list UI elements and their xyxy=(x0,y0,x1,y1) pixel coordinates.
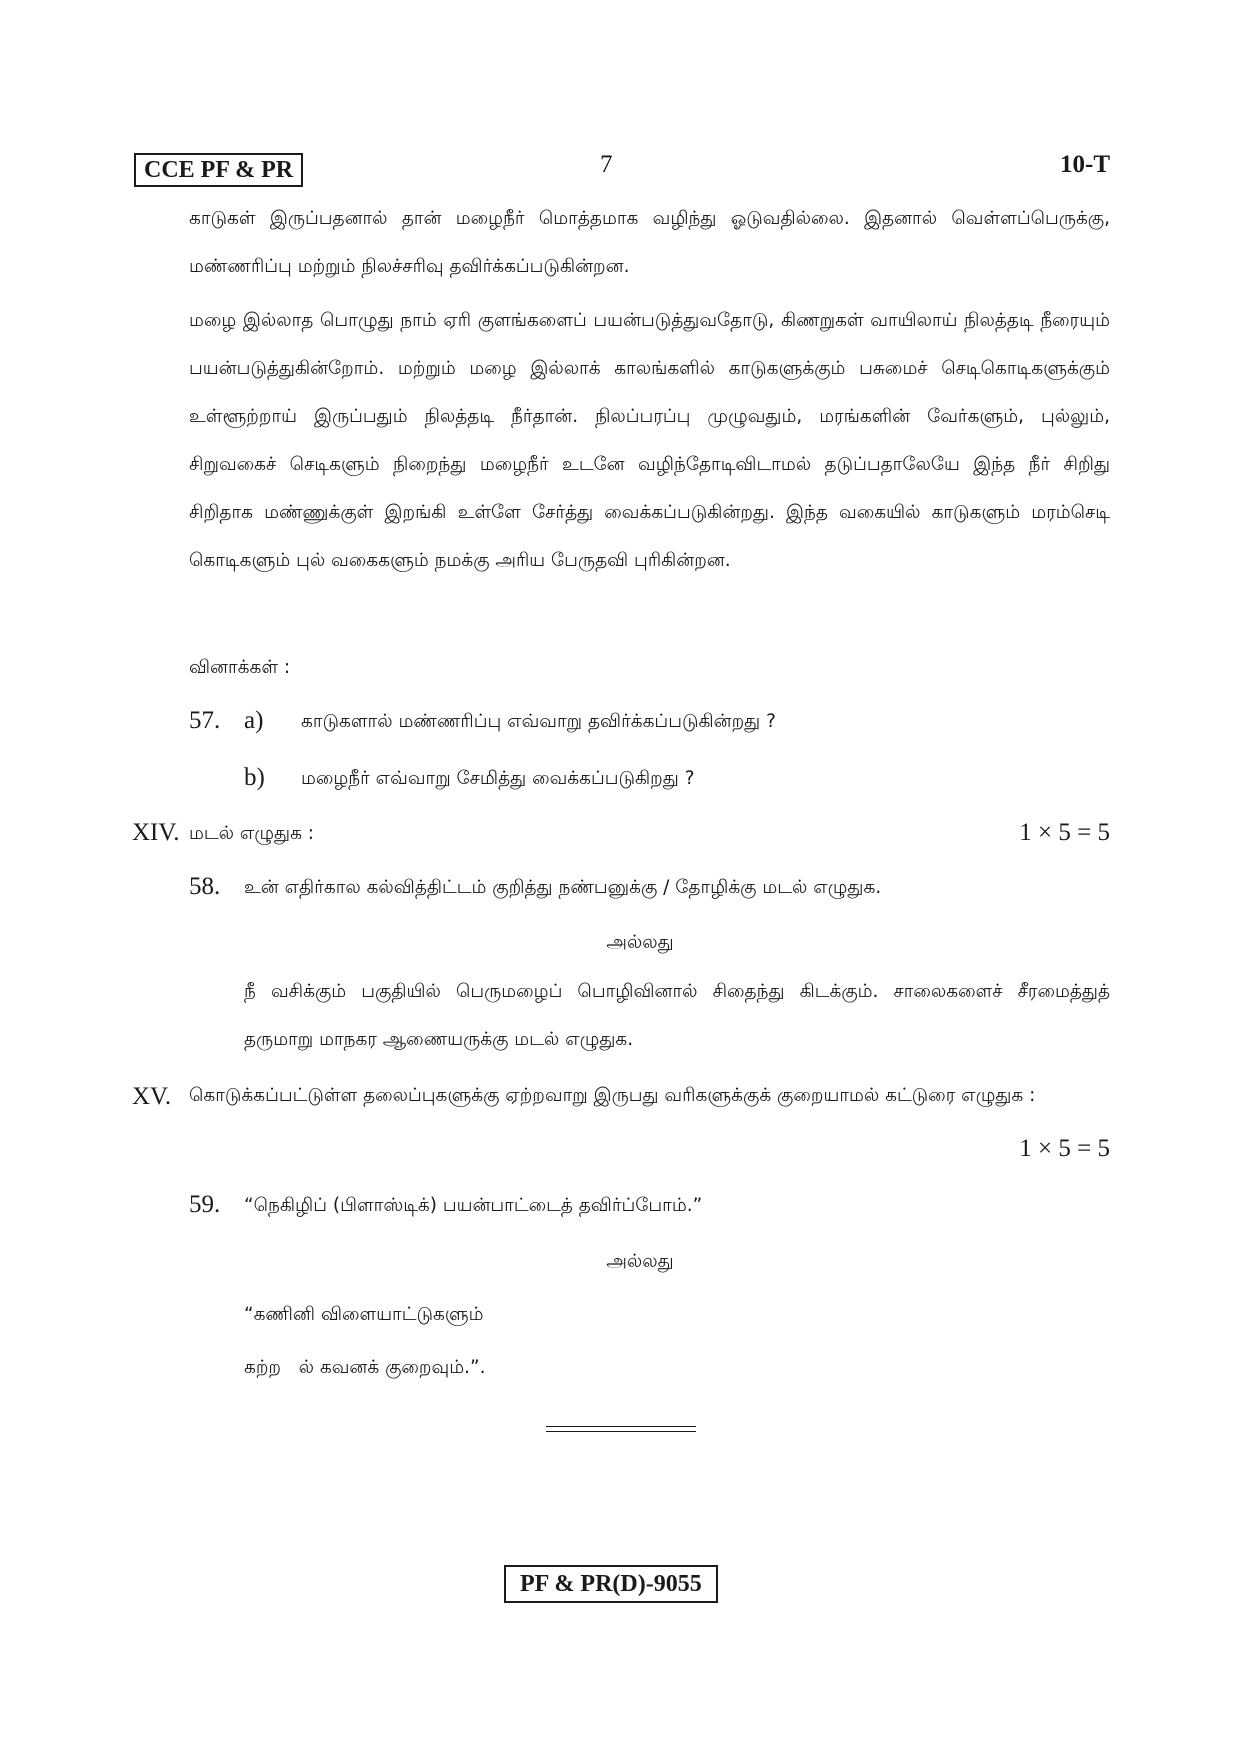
passage-paragraph-1: காடுகள் இருப்பதனால் தான் மழைநீர் மொத்தமாக வழிந்து ஓடுவதில்லை. இதனால் வெள்ளப்பெருக்கு, மண்ணரிப்பு மற்றும் நிலச்சரிவு தவிர்க்கப்படுகின்றன. xyxy=(189,208,1110,277)
end-rule-top xyxy=(546,1426,696,1427)
section-xiv-marks: 1 × 5 = 5 xyxy=(1019,819,1110,846)
section-xiv-numeral: XIV. xyxy=(132,819,180,846)
questions-heading: வினாக்கள் : xyxy=(189,657,291,678)
question-58-alternative: நீ வசிக்கும் பகுதியில் பெருமழைப் பொழிவினால் சிதைந்து கிடக்கும். சாலைகளைச் சீரமைத்துத் தருமாறு மாநகர ஆணையருக்கு மடல் எழுதுக. xyxy=(244,981,1110,1050)
footer-code: PF & PR(D)-9055 xyxy=(504,1565,718,1603)
section-xv-marks: 1 × 5 = 5 xyxy=(1019,1135,1110,1162)
section-xv-title: கொடுக்கப்பட்டுள்ள தலைப்புகளுக்கு ஏற்றவாறு இருபது வரிகளுக்குக் குறையாமல் கட்டுரை எழுதுக : xyxy=(189,1085,1036,1106)
question-57b-label: b) xyxy=(244,764,265,791)
exam-code-label: CCE PF & PR xyxy=(134,153,303,187)
page-number: 7 xyxy=(600,151,613,178)
section-xv-numeral: XV. xyxy=(132,1083,172,1110)
question-57a-text: காடுகளால் மண்ணரிப்பு எவ்வாறு தவிர்க்கப்படுகின்றது ? xyxy=(301,711,776,732)
section-xiv-title: மடல் எழுதுக : xyxy=(189,823,315,844)
question-57a-label: a) xyxy=(244,707,264,734)
paper-code: 10-T xyxy=(1060,151,1110,178)
question-58-or: அல்லது xyxy=(606,932,674,953)
question-59-or: அல்லது xyxy=(606,1251,674,1272)
question-59-alternative-line-1: “கணினி விளையாட்டுகளும் xyxy=(244,1304,484,1325)
question-57b-text: மழைநீர் எவ்வாறு சேமித்து வைக்கப்படுகிறது ? xyxy=(301,768,695,789)
question-59-number: 59. xyxy=(189,1191,221,1218)
question-57-number: 57. xyxy=(189,707,221,734)
question-58-text: உன் எதிர்கால கல்வித்திட்டம் குறித்து நண்பனுக்கு / தோழிக்கு மடல் எழுதுக. xyxy=(244,877,882,898)
passage-paragraph-2: மழை இல்லாத பொழுது நாம் ஏரி குளங்களைப் பயன்படுத்துவதோடு, கிணறுகள் வாயிலாய் நிலத்தடி நீரையும் பயன்படுத்துகின்றோம். மற்றும் மழை இல்லாக் காலங்களில் காடுகளுக்கும் பசுமைச் செடிகொடிகளுக்கும் உள்ளூற்றாய் இருப்பதும் நிலத்தடி நீர்தான். நிலப்பரப்பு முழுவதும், மரங்களின் வேர்களும், புல்லும், சிறுவகைச் செடிகளும் நிறைந்து மழைநீர் உடனே வழிந்தோடிவிடாமல் தடுப்பதாலேயே இந்த நீர் சிறிது சிறிதாக மண்ணுக்குள் இறங்கி உள்ளே சேர்த்து வைக்கப்படுகின்றது. இந்த வகையில் காடுகளும் மரம்செடி கொடிகளும் புல் வகைகளும் நமக்கு அரிய பேருதவி புரிகின்றன. xyxy=(189,310,1110,571)
question-59-text: “நெகிழிப் (பிளாஸ்டிக்) பயன்பாட்டைத் தவிர்ப்போம்.” xyxy=(244,1195,703,1216)
question-59-alternative-line-2: கற்ற ல் கவனக் குறைவும்.”. xyxy=(244,1357,486,1378)
question-58-number: 58. xyxy=(189,873,221,900)
end-rule-bottom xyxy=(546,1431,696,1432)
